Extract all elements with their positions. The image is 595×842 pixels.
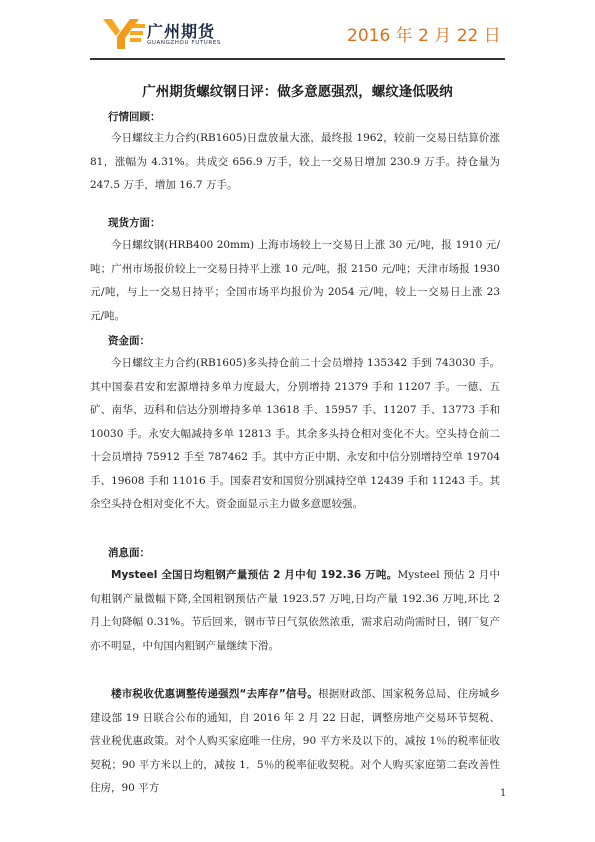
logo-mark-icon xyxy=(103,17,145,51)
news-item-1 xyxy=(90,564,500,658)
news-item-2-text: 根据财政部、国家税务总局、住房城乡建设部 19 日联合公布的通知，自 2016 年 2 月 22 日起，调整房地产交易环节契税、营业税优惠政策。对个人购买家庭唯一住房，90 平方米及以下的，减按 1％的税率征收契税；90 平方米以上的，减按 1．5％的税率征收契税。对个人购买家庭第二套改善性住房，90 平方 xyxy=(90,688,500,794)
page-number: 1 xyxy=(500,788,507,799)
news-heading: 消息面： xyxy=(108,547,150,559)
report-date: 2016 年 2 月 22 日 xyxy=(347,26,501,46)
funds-text: 今日螺纹主力合约(RB1605)多头持仓前二十会员增持 135342 手到 743030 手。其中国泰君安和宏源增持多单力度最大，分别增持 21379 手和 11207 手。一德、五矿、南华、迈科和信达分别增持多单 13618 手、15957 手、11207 手、13773 手和 10030 手。永安大幅减持多单 12813 手。其余多头持仓相对变化不大。空头持仓前二十会员增持 75912 手至 787462 手。其中方正中期、永安和中信分别增持空单 19704 手、19608 手和 11016 手。国泰君安和国贸分别减持空单 12439 手和 11243 手。其余空头持仓相对变化不大。资金面显示主力做多意愿较强。 xyxy=(90,357,500,510)
spot-market-text: 今日螺纹钢(HRB400 20mm) 上海市场较上一交易日上涨 30 元/吨，报 1910 元/吨；广州市场报价较上一交易日持平上涨 10 元/吨，报 2150 元/吨；天津市场报 1930 元/吨，与上一交易日持平；全国市场平均报价为 2054 元/吨，较上一交易日上涨 23 元/吨。 xyxy=(90,239,500,322)
market-review-heading: 行情回顾： xyxy=(108,111,161,123)
logo-english-text: GUANGZHOU FUTURES xyxy=(147,40,221,46)
header-divider xyxy=(90,58,505,60)
news-item-2 xyxy=(90,683,500,801)
spot-market-heading: 现货方面： xyxy=(108,217,161,229)
company-logo xyxy=(103,17,241,53)
logo-chinese-text: 广州期货 xyxy=(147,22,216,41)
news-item-1-text: Mysteel 预估 2 月中旬粗钢产量微幅下降,全国粗钢预估产量 1923.57 万吨,日均产量 192.36 万吨,环比 2 月上旬降幅 0.31%。节后回来，钢市节日气氛依然浓重，需求启动尚需时日，钢厂复产亦不明显，中旬国内粗钢产量继续下滑。 xyxy=(90,569,500,652)
market-review-text: 今日螺纹主力合约(RB1605)日盘放量大涨，最终报 1962，较前一交易日结算价涨 81，涨幅为 4.31%。共成交 656.9 万手，较上一交易日增加 230.9 万手。持仓量为 247.5 万手，增加 16.7 万手。 xyxy=(90,132,500,191)
page-header xyxy=(0,0,595,60)
funds-heading: 资金面： xyxy=(108,335,150,347)
news-item-1-lead: Mysteel 全国日均粗钢产量预估 2 月中旬 192.36 万吨。 xyxy=(111,569,398,581)
report-title: 广州期货螺纹钢日评：做多意愿强烈，螺纹逢低吸纳 xyxy=(142,84,453,100)
news-item-2-lead: 楼市税收优惠调整传递强烈“去库存”信号。 xyxy=(111,688,319,700)
